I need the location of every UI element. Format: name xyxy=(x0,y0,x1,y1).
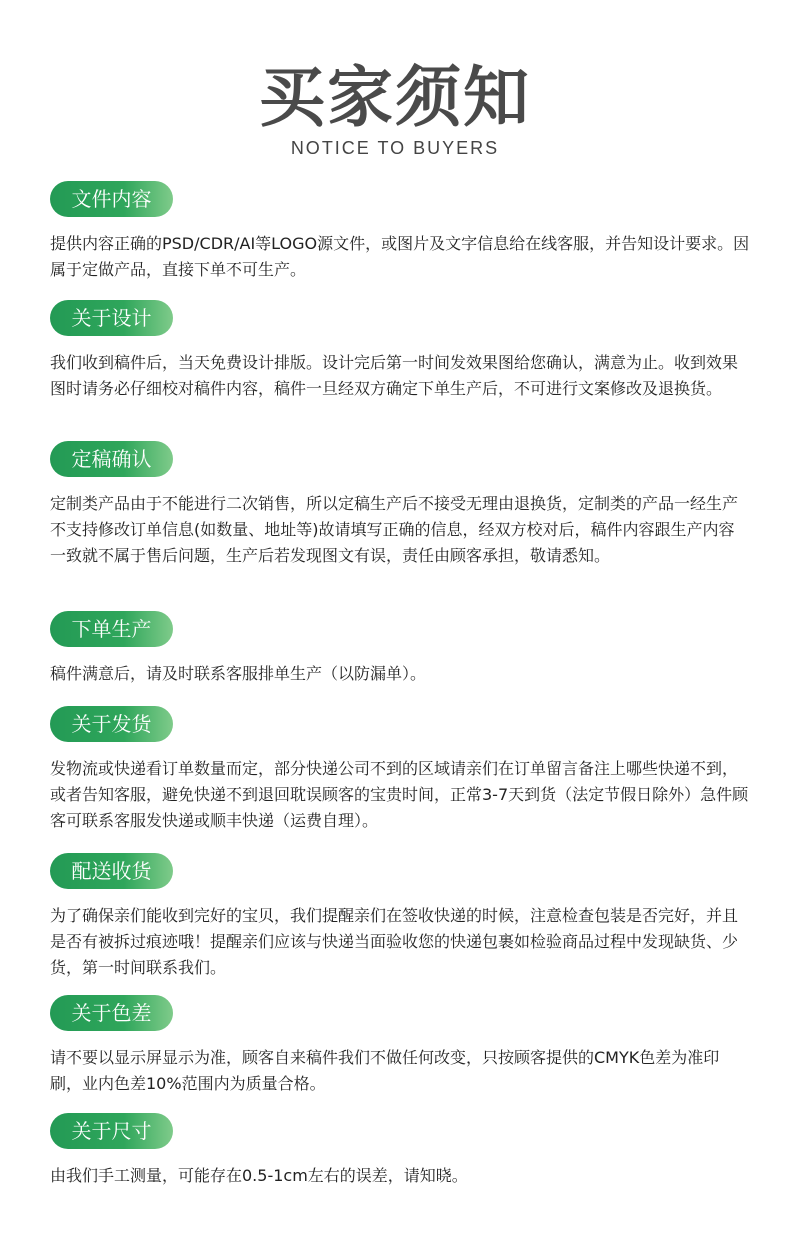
section-file-content xyxy=(50,181,750,283)
section-badge: 下单生产 xyxy=(50,611,173,647)
section-badge: 关于发货 xyxy=(50,706,173,742)
section-color-difference xyxy=(50,995,750,1097)
section-order-production xyxy=(50,611,750,687)
section-size xyxy=(50,1113,750,1189)
section-shipping xyxy=(50,706,750,834)
section-badge: 文件内容 xyxy=(50,181,173,217)
section-delivery-receipt xyxy=(50,853,750,981)
page-title: 买家须知 xyxy=(259,58,531,136)
section-text: 由我们手工测量，可能存在0.5-1cm左右的误差，请知晓。 xyxy=(50,1166,468,1185)
section-badge: 定稿确认 xyxy=(50,441,173,477)
section-text: 为了确保亲们能收到完好的宝贝，我们提醒亲们在签收快递的时候，注意检查包装是否完好，并且是否有被拆过痕迹哦！提醒亲们应该与快递当面验收您的快递包裹如检验商品过程中发现缺货、少货，第一时间联系我们。 xyxy=(50,906,739,977)
section-badge: 配送收货 xyxy=(50,853,173,889)
section-badge: 关于尺寸 xyxy=(50,1113,173,1149)
section-badge: 关于色差 xyxy=(50,995,173,1031)
section-text: 定制类产品由于不能进行二次销售，所以定稿生产后不接受无理由退换货，定制类的产品一经生产不支持修改订单信息(如数量、地址等)故请填写正确的信息，经双方校对后，稿件内容跟生产内容一致就不属于售后问题，生产后若发现图文有误，责任由顾客承担，敬请悉知。 xyxy=(50,494,739,565)
section-text: 我们收到稿件后，当天免费设计排版。设计完后第一时间发效果图给您确认，满意为止。收到效果图时请务必仔细校对稿件内容，稿件一旦经双方确定下单生产后，不可进行文案修改及退换货。 xyxy=(50,353,739,398)
section-text: 请不要以显示屏显示为准，顾客自来稿件我们不做任何改变，只按顾客提供的CMYK色差为准印刷，业内色差10%范围内为质量合格。 xyxy=(50,1048,720,1093)
section-about-design xyxy=(50,300,750,402)
section-badge: 关于设计 xyxy=(50,300,173,336)
section-text: 提供内容正确的PSD/CDR/AI等LOGO源文件，或图片及文字信息给在线客服，并告知设计要求。因属于定做产品，直接下单不可生产。 xyxy=(50,234,750,279)
section-text: 发物流或快递看订单数量而定，部分快递公司不到的区域请亲们在订单留言备注上哪些快递不到，或者告知客服，避免快递不到退回耽误顾客的宝贵时间，正常3-7天到货（法定节假日除外）急件顾客可联系客服发快递或顺丰快递（运费自理）。 xyxy=(50,759,749,830)
section-text: 稿件满意后，请及时联系客服排单生产（以防漏单）。 xyxy=(50,664,427,683)
page-subtitle: NOTICE TO BUYERS xyxy=(290,138,500,158)
section-draft-confirm xyxy=(50,441,750,569)
